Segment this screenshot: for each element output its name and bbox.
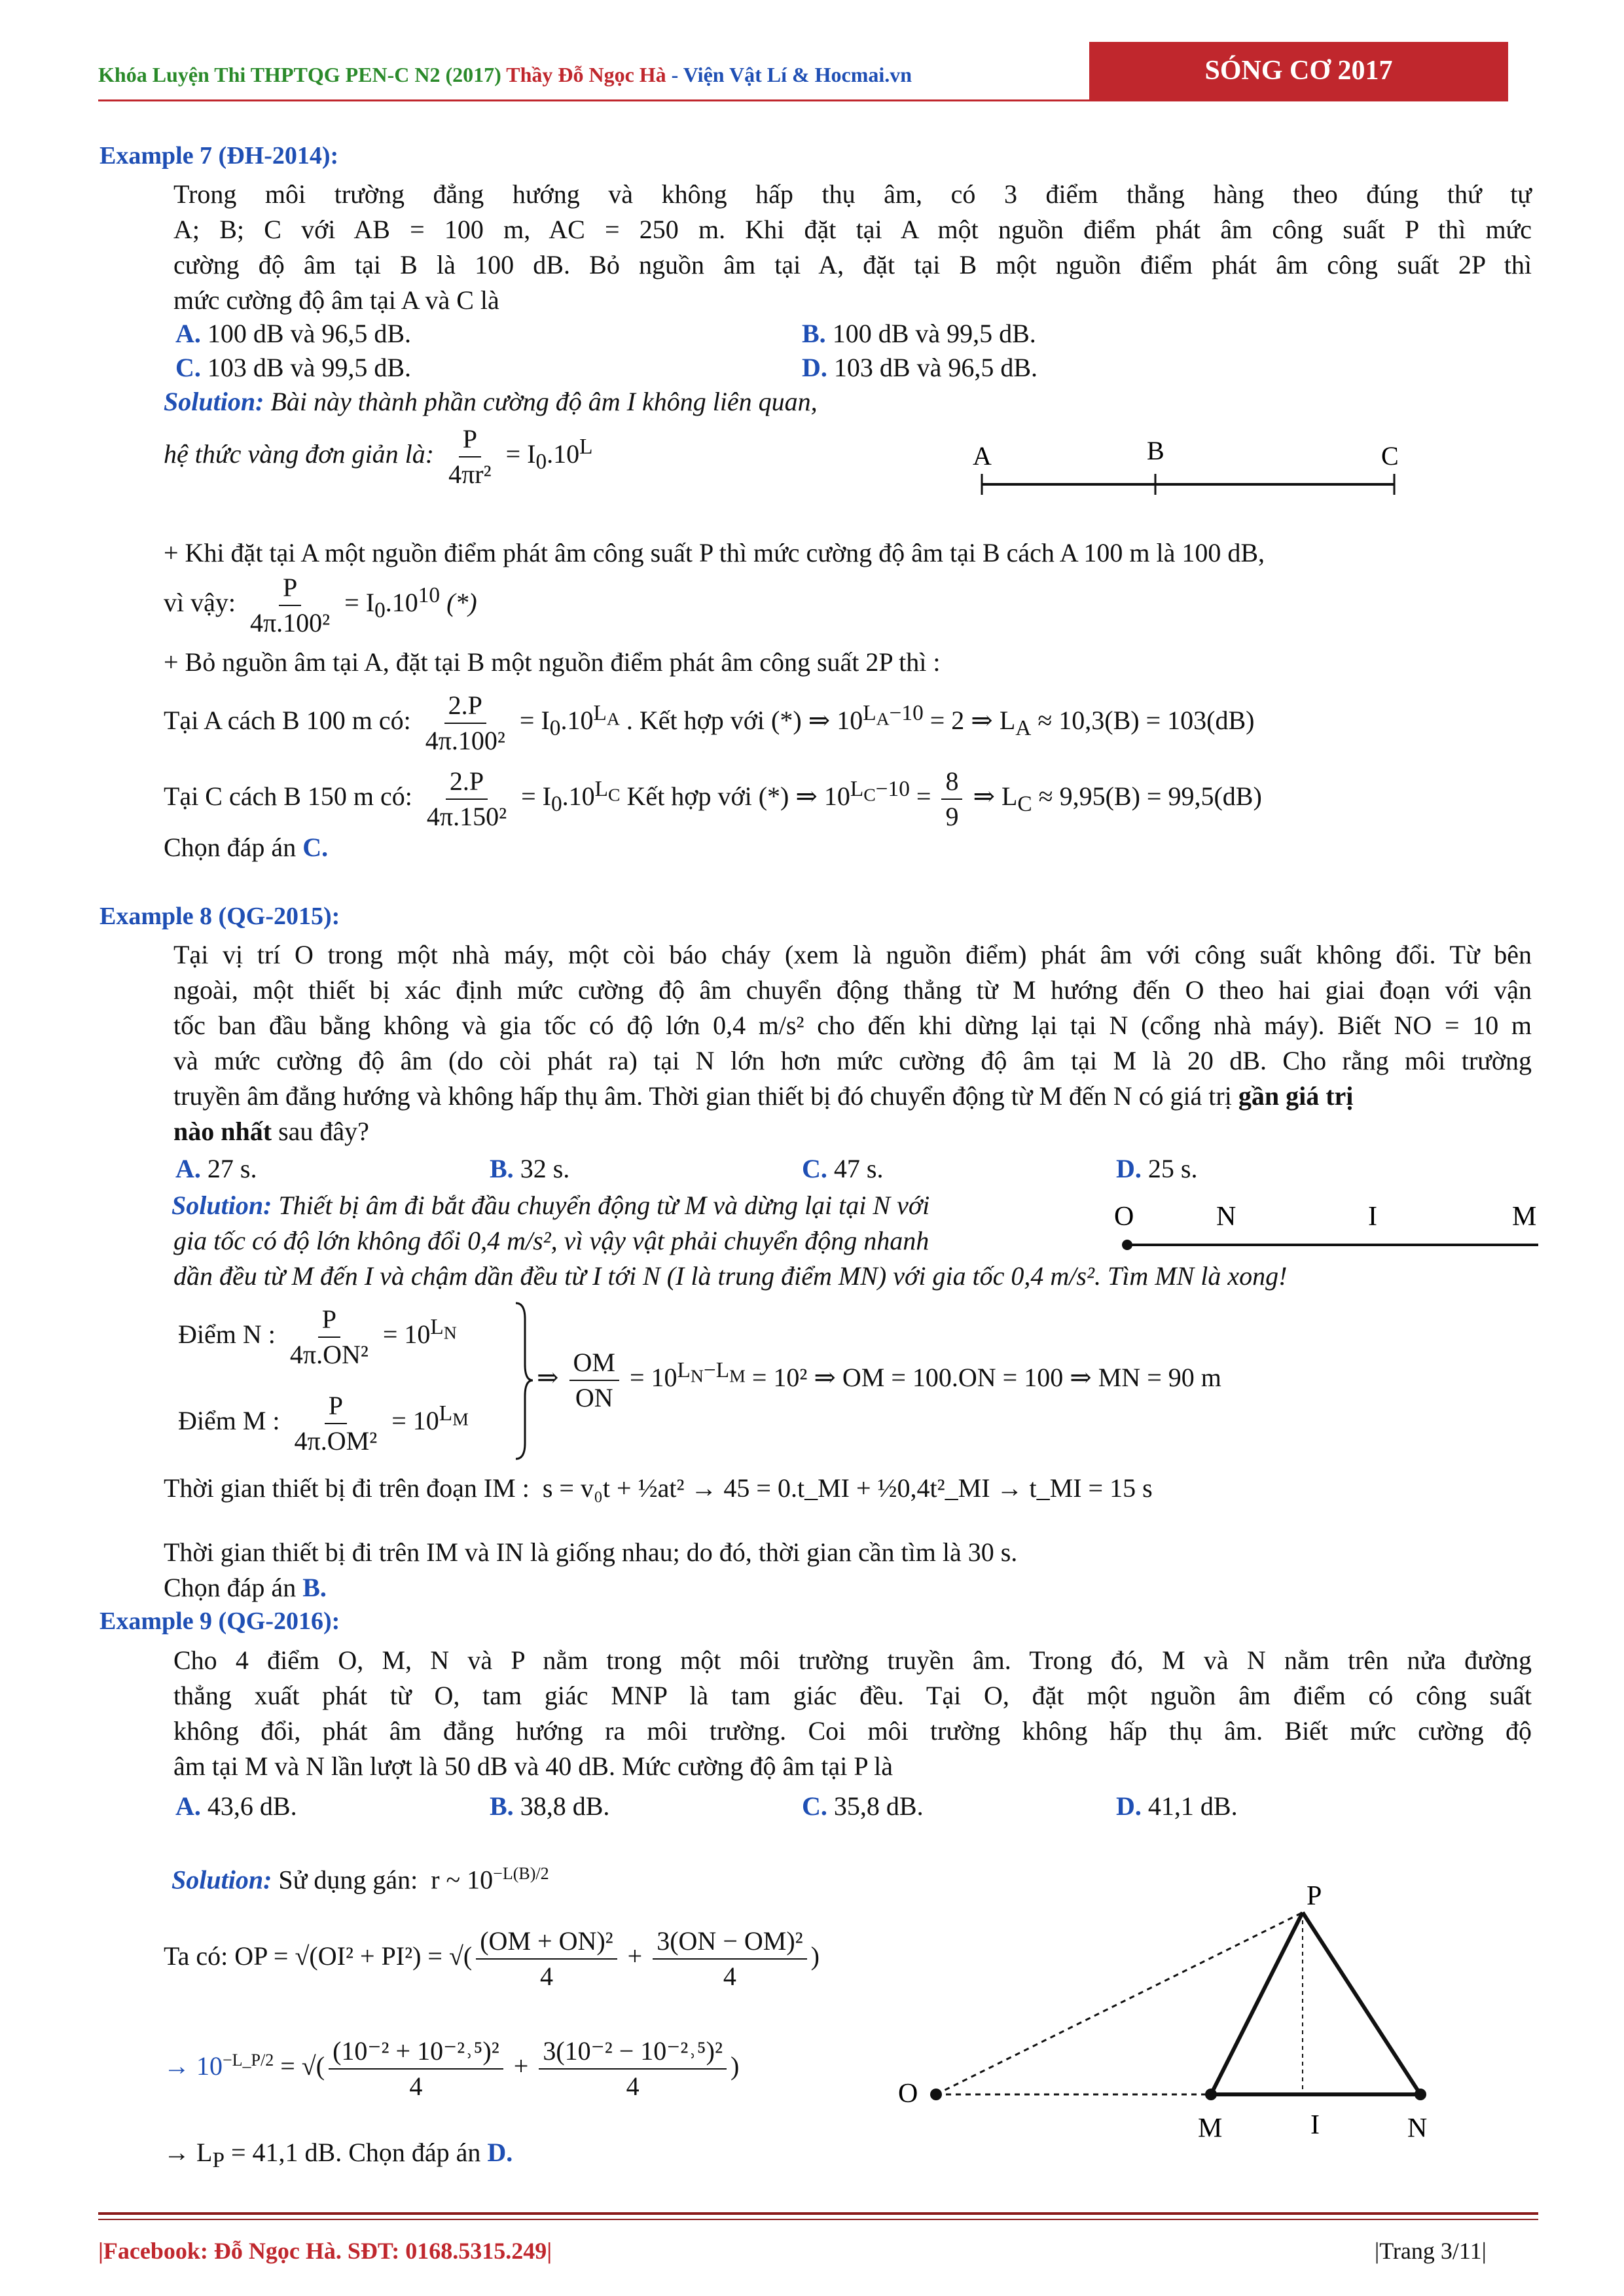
example9-option-d: D. 41,1 dB. xyxy=(1116,1791,1238,1821)
point-c-label: C xyxy=(1381,441,1399,471)
header-topic-box: SÓNG CƠ 2017 xyxy=(1089,42,1508,99)
example9-solution: Solution: Sử dụng gán: r ~ $10^{-L(B)/2}$ xyxy=(171,1864,549,1895)
example7-line-diagram xyxy=(969,432,1427,497)
point-o-label: O xyxy=(898,2079,918,2109)
example8-question-line: nào nhất sau đây? xyxy=(173,1117,369,1146)
example9-option-a: A. 43,6 dB. xyxy=(175,1791,297,1821)
example7-eq-a: Tại A cách B 100 m có: $\frac{2.P}{\text{4π.100²}}$ = $I_0.10^{L_A}$ . Kết hợp với (*) ⇒ $10^{L_A-10} = 2$ ⇒ $L_A \approx 10,3(B) = 103(dB)$ xyxy=(164,689,1255,758)
example7-question-line: cường độ âm tại B là 100 dB. Bỏ nguồn âm tại A, đặt tại B một nguồn điểm phát âm công suất 2P thì xyxy=(173,250,1532,279)
footer-page-number: |Trang 3/11| xyxy=(1375,2238,1487,2264)
example8-ratio: ⇒ $\frac{OM}{ON}$ = $10^{L_N-L_M} = 10^2$ ⇒ OM = 100.ON = 100 ⇒ MN = 90 m xyxy=(537,1346,1221,1415)
example9-value-eq: → $10^{-L\_P/2}$ = √( $\frac{\text{(10⁻² + 10⁻²˒⁵)²}}{4}$ + $\frac{\text{3(10⁻² − 10⁻²˒⁵)²}}{4}$ ) xyxy=(164,2034,739,2104)
point-n-label: N xyxy=(1407,2113,1428,2144)
example7-option-b: B. 100 dB và 99,5 dB. xyxy=(802,319,1036,348)
example8-eq-m: Điểm M : $\frac{P}{\text{4π.OM²}}$ = $10^{L_M}$ xyxy=(178,1389,469,1458)
example8-question-line: tốc ban đầu bằng không và gia tốc có độ lớn 0,4 m/s² cho đến khi dừng lại tại N (cổng nhà máy). Biết NO = 10 m xyxy=(173,1011,1532,1040)
point-i-label: I xyxy=(1310,2110,1320,2140)
footer-divider-thin xyxy=(98,2219,1538,2220)
example7-title: Example 7 (ĐH-2014): xyxy=(99,142,339,170)
example7-question-line: A; B; C với AB = 100 m, AC = 250 m. Khi đặt tại A một nguồn điểm phát âm công suất P thì mức xyxy=(173,215,1532,244)
point-i-label: I xyxy=(1368,1202,1377,1232)
example7-option-d: D. 103 dB và 96,5 dB. xyxy=(802,353,1038,382)
example8-time-eq: Thời gian thiết bị đi trên đoạn IM : s = v₀t + ½at² → 45 = 0.t_MI + ½0,4t²_MI → t_MI = 15 s xyxy=(164,1473,1153,1503)
example9-triangle-diagram xyxy=(890,1885,1466,2160)
example7-question-line: Trong môi trường đẳng hướng và không hấp thụ âm, có 3 điểm thẳng hàng theo đúng thứ tự xyxy=(173,179,1532,209)
example9-question-line: âm tại M và N lần lượt là 50 dB và 40 dB. Mức cường độ âm tại P là xyxy=(173,1751,893,1781)
example8-solution-line: gia tốc có độ lớn không đổi 0,4 m/s², vì vậy vật phải chuyển động nhanh xyxy=(173,1226,929,1255)
example8-question-line: Tại vị trí O trong một nhà máy, một còi báo cháy (xem là nguồn điểm) phát âm với công suất không đổi. Từ bên xyxy=(173,940,1532,969)
point-p-label: P xyxy=(1307,1885,1322,1911)
header-title: Khóa Luyện Thi THPTQG PEN-C N2 (2017) Thầy Đỗ Ngọc Hà - Viện Vật Lí & Hocmai.vn xyxy=(98,63,912,86)
footer-contact: |Facebook: Đỗ Ngọc Hà. SĐT: 0168.5315.249| xyxy=(98,2238,552,2264)
example8-answer: Chọn đáp án B. xyxy=(164,1573,327,1602)
example9-question-line: thẳng xuất phát từ O, tam giác MNP là tam giác đều. Tại O, đặt một nguồn âm điểm có công suất xyxy=(173,1681,1532,1710)
example7-step2: + Bỏ nguồn âm tại A, đặt tại B một nguồn điểm phát âm công suất 2P thì : xyxy=(164,647,941,677)
point-b-label: B xyxy=(1147,436,1164,465)
example7-eq-star: vì vậy: $\frac{P}{\text{4π.100²}}$ = $I_0.10^{10}$ (*) xyxy=(164,571,477,640)
example8-brace xyxy=(511,1299,537,1463)
example9-option-c: C. 35,8 dB. xyxy=(802,1791,924,1821)
example9-title: Example 9 (QG-2016): xyxy=(99,1607,340,1635)
example8-question-line: ngoài, một thiết bị xác định mức cường độ âm chuyển động thẳng từ M hướng đến O theo hai giai đoạn với vận xyxy=(173,975,1532,1005)
example8-line-diagram xyxy=(1106,1198,1551,1257)
example7-answer: Chọn đáp án C. xyxy=(164,833,329,862)
point-m-label: M xyxy=(1198,2113,1223,2144)
example7-question-line: mức cường độ âm tại A và C là xyxy=(173,285,499,315)
example9-question-line: không đổi, phát âm đẳng hướng ra môi trường. Coi môi trường không hấp thụ âm. Biết mức cường độ xyxy=(173,1716,1532,1746)
example7-option-a: A. 100 dB và 96,5 dB. xyxy=(175,319,412,348)
example7-eq-c: Tại C cách B 150 m có: $\frac{2.P}{\text{4π.150²}}$ = $I_0.10^{L_C}$ Kết hợp với (*) ⇒ $10^{L_C-10}$ = $\frac{8}{9}$ ⇒ $L_C \approx 9,95(B) = 99,5(dB)$ xyxy=(164,764,1262,834)
example8-conclusion: Thời gian thiết bị đi trên IM và IN là giống nhau; do đó, thời gian cần tìm là 30 s. xyxy=(164,1537,1018,1567)
example8-title: Example 8 (QG-2015): xyxy=(99,903,340,930)
example8-solution-line: Solution: Thiết bị âm đi bắt đầu chuyển động từ M và dừng lại tại N với xyxy=(171,1191,930,1220)
example9-op-eq: Ta có: OP = √(OI² + PI²) = √( $\frac{\text{(OM + ON)²}}{4}$ + $\frac{\text{3(ON − OM)²}}{4}$ ) xyxy=(164,1924,820,1994)
example7-formula-basic: hệ thức vàng đơn giản là: $\frac{P}{\text{4πr²}}$ = $I_0.10^L$ xyxy=(164,422,593,492)
example8-eq-n: Điểm N : $\frac{P}{\text{4π.ON²}}$ = $10^{L_N}$ xyxy=(178,1302,457,1372)
example8-option-d: D. 25 s. xyxy=(1116,1154,1198,1183)
example7-option-c: C. 103 dB và 99,5 dB. xyxy=(175,353,412,382)
example9-question-line: Cho 4 điểm O, M, N và P nằm trong một môi trường truyền âm. Trong đó, M và N nằm trên nửa đường xyxy=(173,1645,1532,1675)
example8-option-c: C. 47 s. xyxy=(802,1154,884,1183)
example8-solution-line: dần đều từ M đến I và chậm dần đều từ I tới N (I là trung điểm MN) với gia tốc 0,4 m/s². Tìm MN là xong! xyxy=(173,1261,1288,1291)
header-divider xyxy=(98,99,1508,101)
point-n-label: N xyxy=(1216,1202,1236,1232)
point-o-label: O xyxy=(1114,1202,1134,1232)
example8-question-line: và mức cường độ âm (do còi phát ra) tại N lớn hơn mức cường độ âm tại M là 20 dB. Cho rằng môi trường xyxy=(173,1046,1532,1075)
example9-option-b: B. 38,8 dB. xyxy=(490,1791,610,1821)
example7-solution: Solution: Bài này thành phần cường độ âm I không liên quan, xyxy=(164,387,818,416)
example8-question-line: truyền âm đẳng hướng và không hấp thụ âm. Thời gian thiết bị đó chuyển động từ M đến N có giá trị gần giá trị xyxy=(173,1081,1354,1111)
point-m-label: M xyxy=(1512,1202,1537,1232)
example7-step1: + Khi đặt tại A một nguồn điểm phát âm công suất P thì mức cường độ âm tại B cách A 100 m là 100 dB, xyxy=(164,538,1265,567)
example8-option-b: B. 32 s. xyxy=(490,1154,570,1183)
footer-divider xyxy=(98,2212,1538,2215)
example8-option-a: A. 27 s. xyxy=(175,1154,257,1183)
point-a-label: A xyxy=(973,441,992,471)
example9-answer: → $L_P = 41,1$ dB. Chọn đáp án D. xyxy=(164,2138,513,2172)
